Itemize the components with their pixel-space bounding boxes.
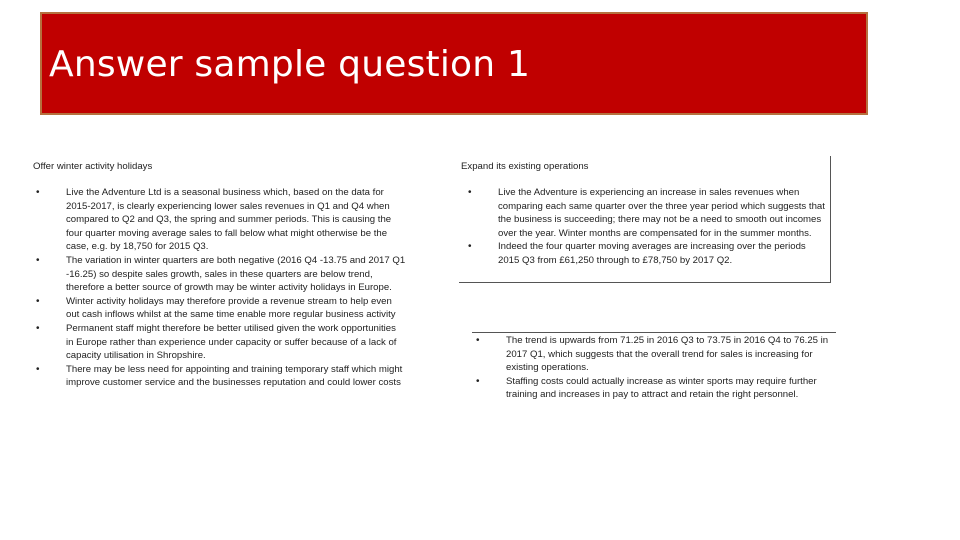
slide-title: Answer sample question 1	[49, 44, 531, 85]
right-column-divider-top	[459, 282, 831, 283]
list-item: • Live the Adventure is experiencing an increase in sales revenues when comparing each same quarter over the three year period which suggests that the business is succeeding; there may not be a need to smooth out incomes over the year. Winter months are compensated for in the summer months.	[468, 186, 828, 240]
right-column-divider-vertical	[830, 156, 831, 282]
right-top-bullet-list	[468, 186, 828, 268]
title-banner	[40, 12, 868, 115]
left-column-heading: Offer winter activity holidays	[33, 161, 153, 172]
left-bullet-list	[36, 186, 406, 390]
list-item: • The variation in winter quarters are both negative (2016 Q4 -13.75 and 2017 Q1 -16.25) so despite sales growth, sales in these quarters are below trend, therefore a better source of growth may be winter activity holidays in Europe.	[36, 254, 406, 295]
right-column-divider-bottom	[472, 332, 836, 333]
list-item: • Live the Adventure Ltd is a seasonal business which, based on the data for 2015-2017, is clearly experiencing lower sales revenues in Q1 and Q4 when compared to Q2 and Q3, the spring and summer periods. This is causing the four quarter moving average sales to fall below what might otherwise be the case, e.g. by 18,750 for 2015 Q3.	[36, 186, 406, 254]
list-item: • Staffing costs could actually increase as winter sports may require further training and increases in pay to attract and retain the right personnel.	[476, 375, 836, 402]
right-bottom-bullet-list	[476, 334, 836, 402]
list-item: • The trend is upwards from 71.25 in 2016 Q3 to 73.75 in 2016 Q4 to 76.25 in 2017 Q1, which suggests that the overall trend for sales is increasing for existing operations.	[476, 334, 836, 375]
list-item: • Indeed the four quarter moving averages are increasing over the periods 2015 Q3 from £61,250 through to £78,750 by 2017 Q2.	[468, 240, 828, 267]
right-column-heading: Expand its existing operations	[461, 161, 589, 172]
list-item: • There may be less need for appointing and training temporary staff which might improve customer service and the businesses reputation and could lower costs	[36, 363, 406, 390]
list-item: • Winter activity holidays may therefore provide a revenue stream to help even out cash inflows whilst at the same time enable more regular business activity	[36, 295, 406, 322]
list-item: • Permanent staff might therefore be better utilised given the work opportunities in Europe rather than experience under capacity or suffer because of a lack of capacity utilisation in Shropshire.	[36, 322, 406, 363]
